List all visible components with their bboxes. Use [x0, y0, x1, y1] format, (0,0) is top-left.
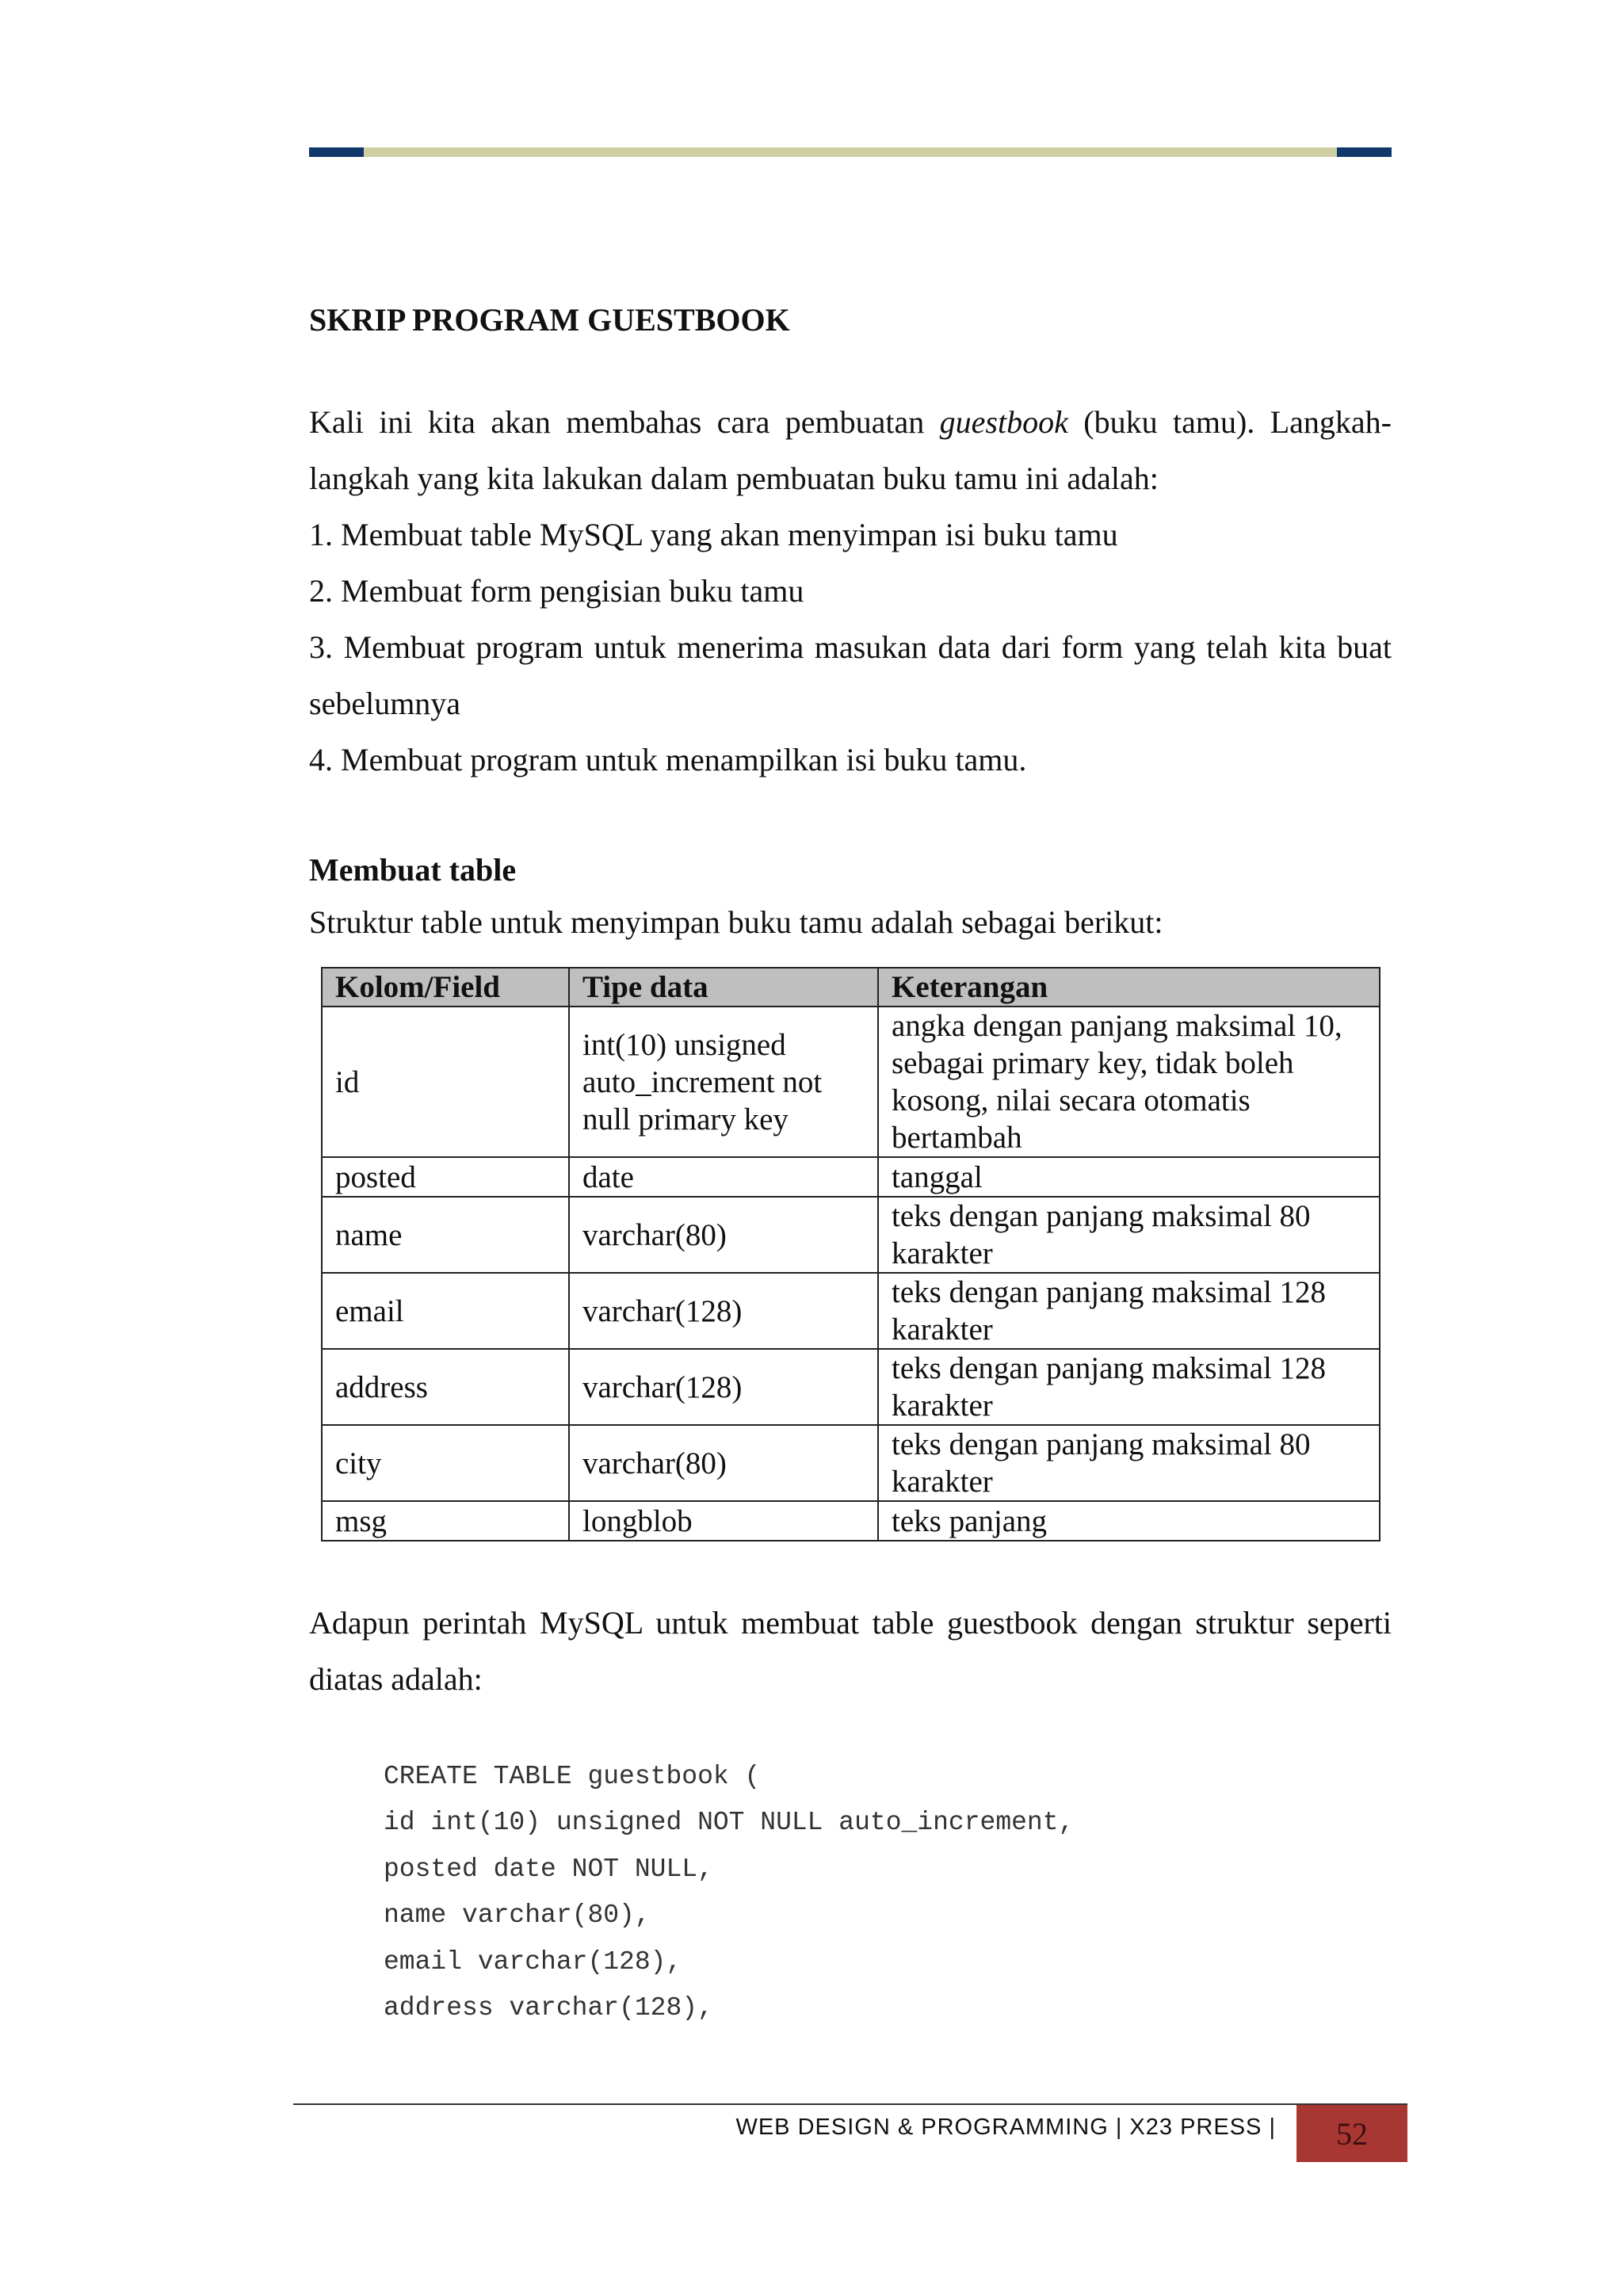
header-rule-main	[309, 147, 1392, 157]
page-title: SKRIP PROGRAM GUESTBOOK	[309, 302, 790, 338]
page-number-box	[1296, 2105, 1407, 2162]
table-cell: date	[569, 1157, 878, 1197]
table-row	[322, 1007, 1380, 1157]
after-text-line-1: Adapun perintah MySQL untuk membuat table guestbook dengan struktur seperti	[309, 1605, 1392, 1641]
table-cell: address	[322, 1349, 569, 1425]
table-cell: city	[322, 1425, 569, 1501]
header-rule-right-cap	[1337, 147, 1392, 157]
table-cell: varchar(128)	[569, 1273, 878, 1349]
table-cell: varchar(80)	[569, 1425, 878, 1501]
table-cell: teks panjang	[878, 1501, 1380, 1541]
table-cell: email	[322, 1273, 569, 1349]
table-row	[322, 1425, 1380, 1501]
table-row	[322, 1501, 1380, 1541]
structure-table	[321, 967, 1381, 1541]
footer-rule	[293, 2103, 1407, 2105]
table-header-row	[322, 968, 1380, 1007]
table-cell: int(10) unsigned auto_increment not null primary key	[569, 1007, 878, 1157]
after-text-line-2: diatas adalah:	[309, 1661, 483, 1697]
code-line: name varchar(80),	[384, 1901, 651, 1931]
table-cell: teks dengan panjang maksimal 128 karakter	[878, 1273, 1380, 1349]
intro-line-1	[309, 394, 1392, 450]
step-1: 1. Membuat table MySQL yang akan menyimpan isi buku tamu	[309, 517, 1118, 552]
table-cell: posted	[322, 1157, 569, 1197]
intro-text-a: Kali ini kita akan membahas cara pembuatan	[309, 404, 925, 440]
table-row	[322, 1197, 1380, 1273]
code-line: posted date NOT NULL,	[384, 1854, 713, 1884]
section-heading: Membuat table	[309, 852, 517, 888]
page-number: 52	[1336, 2115, 1368, 2152]
code-line: CREATE TABLE guestbook (	[384, 1762, 761, 1791]
table-cell: varchar(128)	[569, 1349, 878, 1425]
header-rule-left-cap	[309, 147, 364, 157]
section-lead: Struktur table untuk menyimpan buku tamu adalah sebagai berikut:	[309, 904, 1163, 940]
step-3-continued: sebelumnya	[309, 686, 461, 721]
table-row	[322, 1157, 1380, 1197]
step-3: 3. Membuat program untuk menerima masukan data dari form yang telah kita buat	[309, 629, 1392, 665]
table-cell: name	[322, 1197, 569, 1273]
table-row	[322, 1273, 1380, 1349]
intro-line-2: langkah yang kita lakukan dalam pembuatan buku tamu ini adalah:	[309, 460, 1159, 496]
table-row	[322, 1349, 1380, 1425]
table-cell: tanggal	[878, 1157, 1380, 1197]
step-4: 4. Membuat program untuk menampilkan isi buku tamu.	[309, 742, 1027, 777]
column-header: Kolom/Field	[322, 968, 569, 1007]
table-cell: id	[322, 1007, 569, 1157]
header-rule	[309, 147, 1392, 157]
column-header: Keterangan	[878, 968, 1380, 1007]
table-cell: angka dengan panjang maksimal 10, sebagai primary key, tidak boleh kosong, nilai secara otomatis bertambah	[878, 1007, 1380, 1157]
table-cell: longblob	[569, 1501, 878, 1541]
footer-text: WEB DESIGN & PROGRAMMING | X23 PRESS |	[735, 2115, 1276, 2140]
intro-italic-term: guestbook	[939, 404, 1068, 440]
table-cell: varchar(80)	[569, 1197, 878, 1273]
column-header: Tipe data	[569, 968, 878, 1007]
step-2: 2. Membuat form pengisian buku tamu	[309, 573, 804, 609]
table-cell: teks dengan panjang maksimal 128 karakter	[878, 1349, 1380, 1425]
intro-text-b: (buku tamu). Langkah-	[1083, 404, 1392, 440]
code-line: address varchar(128),	[384, 1992, 713, 2023]
table-cell: teks dengan panjang maksimal 80 karakter	[878, 1197, 1380, 1273]
table-cell: msg	[322, 1501, 569, 1541]
code-line: email varchar(128),	[384, 1946, 682, 1977]
sql-code-block	[384, 1754, 1074, 2031]
code-line: id int(10) unsigned NOT NULL auto_increment,	[384, 1808, 1075, 1838]
table-cell: teks dengan panjang maksimal 80 karakter	[878, 1425, 1380, 1501]
